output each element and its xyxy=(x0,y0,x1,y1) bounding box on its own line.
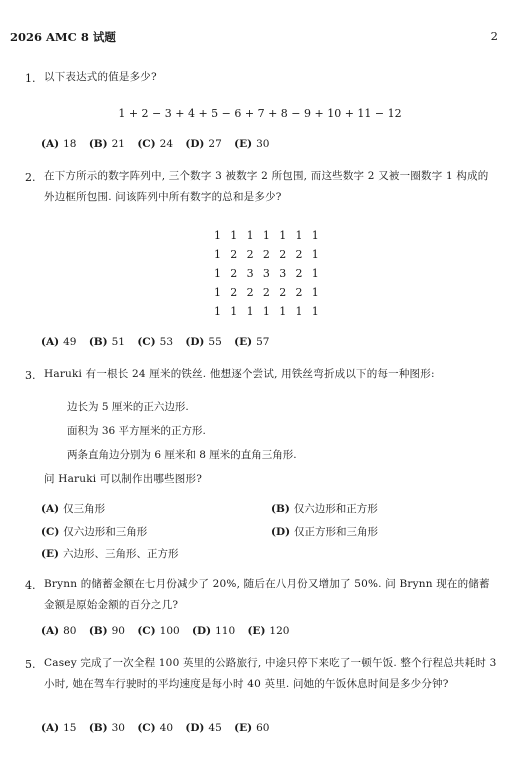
question-prompt: 问 Haruki 可以制作出哪些图形? xyxy=(44,473,203,485)
choice-c: (C) 53 xyxy=(137,336,174,348)
choice-c: (C) 24 xyxy=(137,138,174,150)
question-text: 在下方所示的数字阵列中, 三个数字 3 被数字 2 所包围, 而这些数字 2 又被一圈数字 1 构成的外边框所包围. 问该阵列中所有数字的总和是多少? xyxy=(44,170,489,203)
exam-title: 2026 AMC 8 试题 xyxy=(10,30,116,44)
choice-e: (E) 30 xyxy=(234,138,270,150)
choice-a: (A) 18 xyxy=(41,138,77,150)
array-row: 1 2 2 2 2 2 1 xyxy=(214,248,319,261)
question-text: Brynn 的储蓄金额在七月份减少了 20%, 随后在八月份又增加了 50%. 问 Brynn 现在的储蓄金额是原始金额的百分之几? xyxy=(44,578,490,611)
choice-b: (B) 21 xyxy=(88,138,125,150)
answer-choices xyxy=(41,138,278,150)
page-header xyxy=(10,29,498,45)
choice-a: (A) 80 xyxy=(41,625,77,637)
choice-a: (A) 15 xyxy=(41,722,77,734)
array-row: 1 1 1 1 1 1 1 xyxy=(214,305,319,318)
option-b: (B) 仅六边形和正方形 xyxy=(271,503,378,515)
array-row: 1 2 3 3 3 2 1 xyxy=(214,267,319,280)
choice-e: (E) 57 xyxy=(234,336,270,348)
question-text: Haruki 有一根长 24 厘米的铁丝. 他想逐个尝试, 用铁丝弯折成以下的每一种图形: xyxy=(44,368,435,380)
question-number: 5. xyxy=(25,658,36,671)
question-text: 以下表达式的值是多少? xyxy=(44,71,157,83)
expression: 1 + 2 − 3 + 4 + 5 − 6 + 7 + 8 − 9 + 10 + 11 − 12 xyxy=(118,107,402,120)
number-array xyxy=(214,229,328,324)
option-c: (C) 仅六边形和三角形 xyxy=(41,526,148,538)
shape-item: 边长为 5 厘米的正六边形. xyxy=(67,401,189,413)
shape-item: 面积为 36 平方厘米的正方形. xyxy=(67,425,206,437)
choice-a: (A) 49 xyxy=(41,336,77,348)
answer-choices xyxy=(41,625,298,637)
question-number: 2. xyxy=(25,171,36,184)
choice-e: (E) 120 xyxy=(247,625,290,637)
question-number: 3. xyxy=(25,369,36,382)
choice-d: (D) 45 xyxy=(185,722,222,734)
question-text: Casey 完成了一次全程 100 英里的公路旅行, 中途只停下来吃了一顿午饭. 整个行程总共耗时 3 小时, 她在驾车行驶时的平均速度是每小时 40 英里. 问她的午饭休息时间是多少分钟? xyxy=(44,657,497,690)
question-number: 4. xyxy=(25,579,36,592)
choice-c: (C) 100 xyxy=(137,625,180,637)
choice-d: (D) 55 xyxy=(185,336,222,348)
option-a: (A) 仅三角形 xyxy=(41,503,106,515)
answer-choices xyxy=(41,336,278,348)
choice-b: (B) 51 xyxy=(88,336,125,348)
option-d: (D) 仅正方形和三角形 xyxy=(271,526,379,538)
answer-choices xyxy=(41,722,278,734)
page-number: 2 xyxy=(490,29,498,43)
array-row: 1 1 1 1 1 1 1 xyxy=(214,229,319,242)
choice-e: (E) 60 xyxy=(234,722,270,734)
choice-b: (B) 90 xyxy=(88,625,125,637)
choice-d: (D) 110 xyxy=(192,625,236,637)
choice-b: (B) 30 xyxy=(88,722,125,734)
choice-d: (D) 27 xyxy=(185,138,222,150)
option-e: (E) 六边形、三角形、正方形 xyxy=(41,548,179,560)
choice-c: (C) 40 xyxy=(137,722,174,734)
shape-item: 两条直角边分别为 6 厘米和 8 厘米的直角三角形. xyxy=(67,449,297,461)
question-number: 1. xyxy=(25,72,36,85)
array-row: 1 2 2 2 2 2 1 xyxy=(214,286,319,299)
